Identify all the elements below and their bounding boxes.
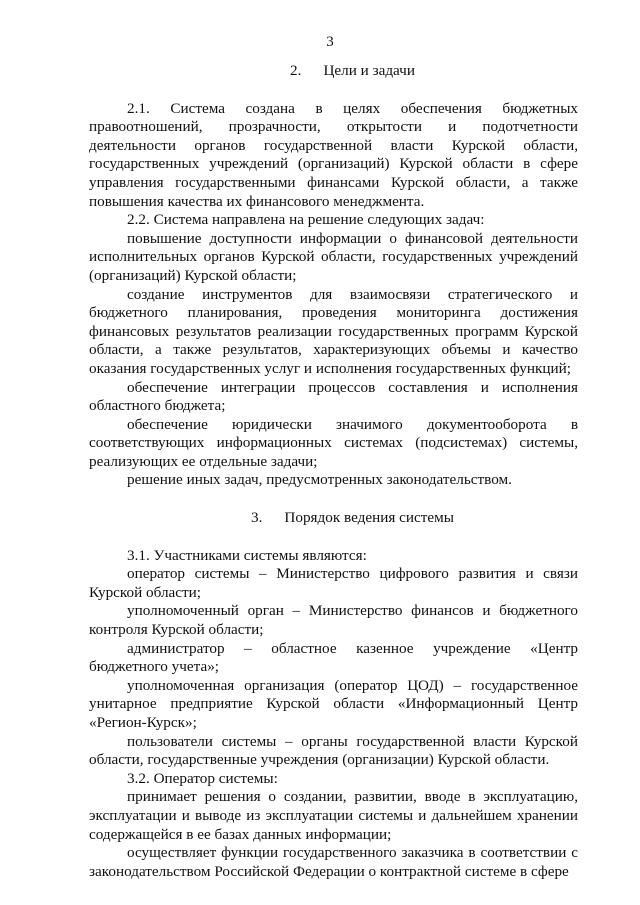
- section-3-number: 3.: [251, 509, 263, 527]
- document-body: [89, 62, 578, 881]
- page-number: 3: [326, 34, 334, 50]
- participant-item: оператор системы – Министерство цифрового развития и связи Курской области;: [89, 565, 578, 601]
- participant-item: администратор – областное казенное учреждение «Центр бюджетного учета»;: [89, 639, 578, 676]
- task-item: создание инструментов для взаимосвязи стратегического и бюджетного планирования, проведения мониторинга достижения финансовых результатов реализации государственных программ Курской области, а также результатов, характеризующих объемы и качество оказания государственных услуг и исполнения государственных функций;: [89, 285, 578, 377]
- operator-duty-item: осуществляет функции государственного заказчика в соответствии с законодательством Российской Федерации о контрактной системе в сфере: [89, 844, 578, 880]
- paragraph-3-2: 3.2. Оператор системы:: [127, 769, 278, 787]
- task-item: обеспечение интеграции процессов составления и исполнения областного бюджета;: [89, 378, 578, 415]
- section-2-title: Цели и задачи: [323, 62, 415, 79]
- paragraph-2-2: 2.2. Система направлена на решение следующих задач:: [127, 211, 485, 229]
- task-item: обеспечение юридически значимого документооборота в соответствующих информационных системах (подсистемах) системы, реализующих ее отдельные задачи;: [89, 415, 578, 470]
- section-2-number: 2.: [290, 62, 302, 79]
- participant-item: уполномоченная организация (оператор ЦОД) – государственное унитарное предприятие Курской области «Информационный Центр «Регион-Курск»;: [89, 676, 578, 731]
- task-item: решение иных задач, предусмотренных законодательством.: [127, 471, 512, 489]
- section-3-title: Порядок ведения системы: [284, 509, 454, 527]
- section-3-heading: [89, 509, 578, 528]
- paragraph-2-1: 2.1. Система создана в целях обеспечения бюджетных правоотношений, прозрачности, открытости и подотчетности деятельности органов государственной власти Курской области, государственных учреждений (организаций) Курской области в сфере управления государственными финансами Курской области, а также повышения качества их финансового менеджмента.: [89, 99, 578, 210]
- paragraph-3-1: 3.1. Участниками системы являются:: [127, 546, 367, 564]
- operator-duty-item: принимает решения о создании, развитии, вводе в эксплуатацию, эксплуатации и выводе из эксплуатации системы и дальнейшем хранении содержащейся в ее базах данных информации;: [89, 788, 578, 843]
- section-2-heading: [89, 62, 578, 81]
- participant-item: пользователи системы – органы государственной власти Курской области, государственные учреждения (организации) Курской области.: [89, 732, 578, 769]
- participant-item: уполномоченный орган – Министерство финансов и бюджетного контроля Курской области;: [89, 602, 578, 639]
- task-item: повышение доступности информации о финансовой деятельности исполнительных органов Курской области, государственных учреждений (организаций) Курской области;: [89, 229, 578, 284]
